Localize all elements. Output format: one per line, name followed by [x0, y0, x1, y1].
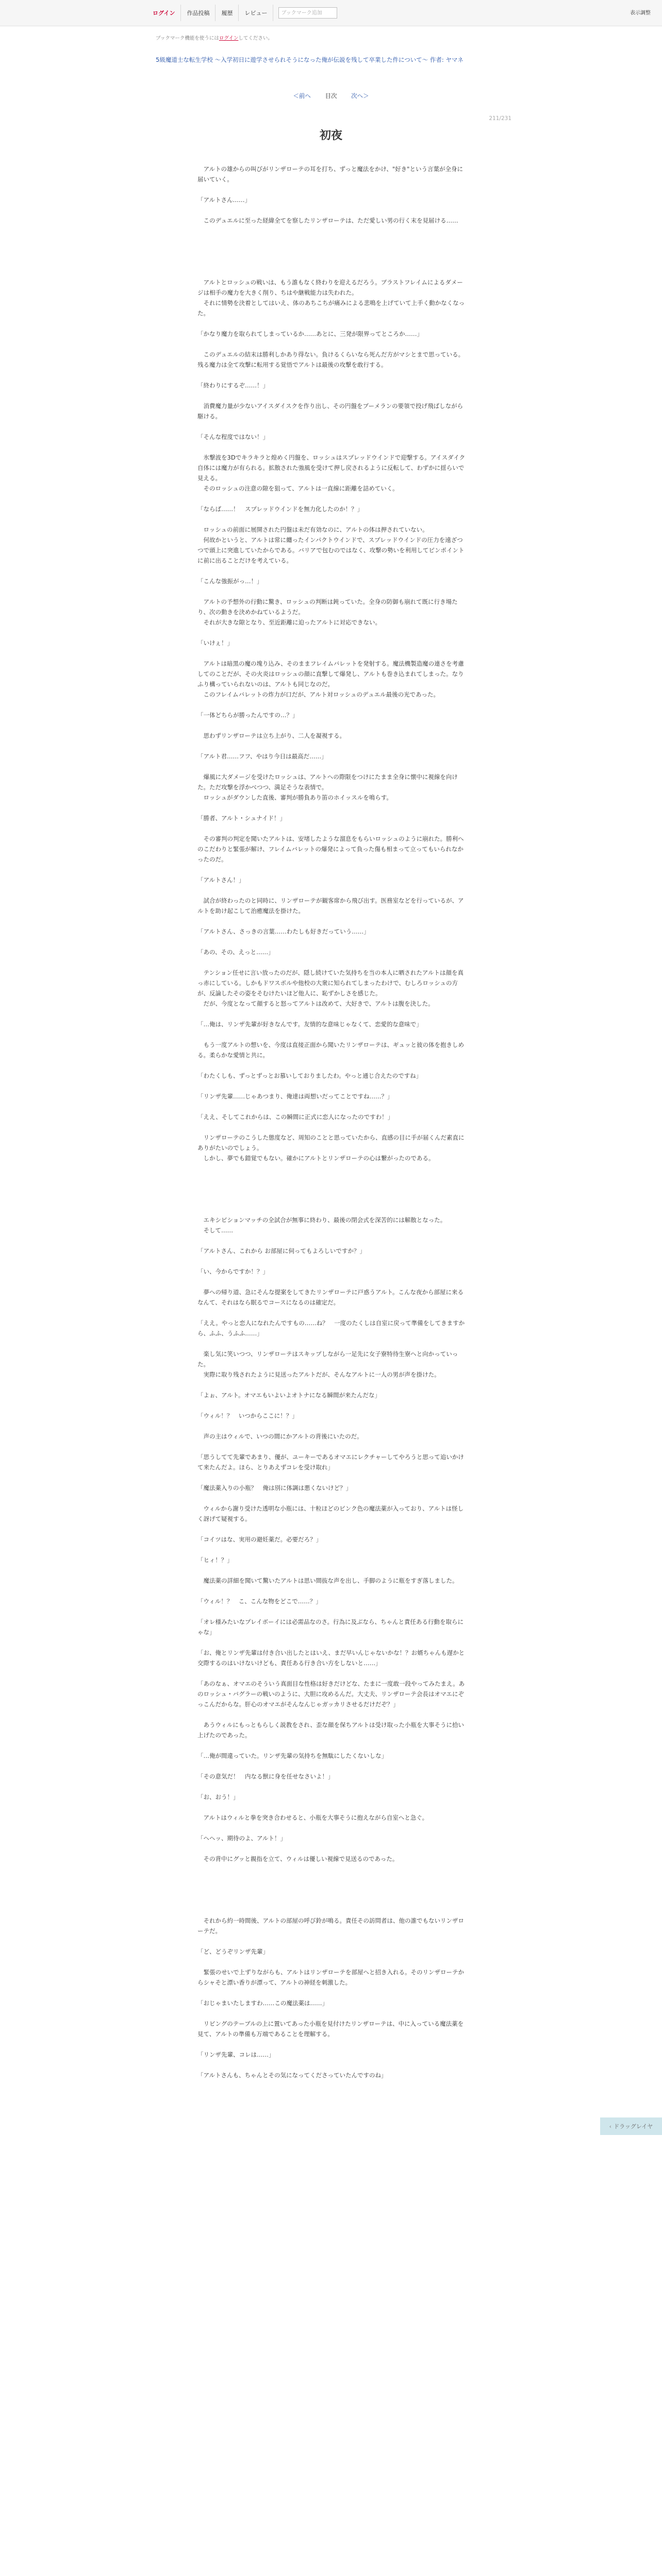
chapter-title: 初夜	[319, 129, 342, 142]
login-link[interactable]: ログイン	[153, 10, 175, 16]
page-number: 211/231	[489, 115, 511, 122]
body-paragraph	[197, 1472, 466, 1483]
body-paragraph: このデュエルの結末は勝利しかあり得ない。負けるくらいなら死んだ方がマシとまで思っている。残る魔力は全て攻撃に転用する覚悟でアルトは最後の攻撃を敢行する。	[197, 351, 465, 368]
body-paragraph: 魔法薬の詳細を聞いて驚いたアルトは思い間抜な声を出し、手脚のように瓶をすぎ落しました。	[197, 1577, 458, 1584]
body-paragraph	[197, 823, 466, 834]
body-paragraph: ロッシュがダウンした直後、審判が勝負あり笛のホイッスルを鳴らす。	[197, 794, 392, 801]
body-paragraph	[197, 1545, 466, 1555]
body-paragraph	[197, 803, 466, 813]
body-paragraph: リンザローテのこうした態度など、周知のことと思っていたから、直感の目に手が届くんだ素直にありがたいのでしょう。	[197, 1134, 465, 1151]
body-paragraph	[197, 1843, 466, 1854]
body-paragraph	[197, 318, 466, 329]
body-paragraph	[197, 1740, 466, 1751]
body-paragraph: 「ええ、そしてこれからは、この瞬間に正式に恋人になったのですわ！」	[197, 1113, 394, 1121]
body-paragraph	[197, 184, 466, 195]
body-paragraph	[197, 885, 466, 895]
toc-link[interactable]: 目次	[325, 92, 337, 99]
body-paragraph	[197, 246, 466, 257]
body-paragraph	[197, 1009, 466, 1019]
body-paragraph: そして……	[197, 1227, 233, 1234]
nav-history[interactable]: 履歴	[215, 5, 238, 21]
body-paragraph	[197, 1400, 466, 1411]
body-paragraph	[197, 1194, 466, 1205]
chevron-left-icon: ‹	[609, 2123, 612, 2130]
body-paragraph: 「ウィル！？ こ、こんな物をどこで……？」	[197, 1598, 322, 1605]
body-paragraph: 夢への帰り道、急にそんな提案をしてきたリンザローテに戸惑うアルト。こんな夜から部屋に来るなんて、それはなら眠るでコースになるのは確定だ。	[197, 1289, 464, 1306]
body-paragraph	[197, 1308, 466, 1318]
body-paragraph: 「お、俺とリンザ先輩は付き合い出したとはいえ、まだ早いんじゃないかな！？お婿ちゃんも遅かと交際するのはいけないけども、責任ある行き合い方をしないと……」	[197, 1649, 465, 1667]
nav-works[interactable]: 作品投稿	[180, 5, 215, 21]
body-paragraph: テンション任せに言い放ったのだが、隠し続けていた気持ちを当の本人に晒されたアルトは顔を真っ赤にしている。しかもドワスポルや他校の大衆に知られてしまったわけで、むしろロッシュの方が、反論したその姿をそむけたいほど他人に、恥ずかしさを感じた。	[197, 969, 464, 997]
body-paragraph	[197, 720, 466, 731]
body-paragraph	[197, 1802, 466, 1812]
body-paragraph: 何故かというと、アルトは常に纏ったインパクトウインドで、スプレッドウインドの圧力を遠ざつつで頭上に突進していたからである。バリアで包むのではなく、攻撃の勢いを利用してピンポイントに前に出ることだけを考えている。	[197, 536, 465, 564]
body-paragraph: だが、今度となって顔すると怒ってアルトは改めて、大好きで、アルトは腹を決した。	[197, 1000, 434, 1007]
body-paragraph: 「アルトさん、これから お部屋に伺ってもよろしいですか？」	[197, 1247, 366, 1255]
body-paragraph: 「勝者、アルト・シュナイド！」	[197, 815, 286, 822]
body-paragraph	[197, 1277, 466, 1287]
body-paragraph	[197, 1256, 466, 1266]
body-paragraph	[197, 205, 466, 215]
body-paragraph: 「アルトさん！」	[197, 876, 245, 884]
body-paragraph: 「…俺が間違っていた。リンザ先輩の気持ちを無駄にしたくないしな」	[197, 1752, 387, 1759]
body-paragraph	[197, 2008, 466, 2019]
body-paragraph: 実際に取り残されたように見送ったアルトだが、そんなアルトに一人の男が声を掛けた。	[197, 1371, 440, 1378]
body-paragraph: このフレイムバレットの炸力が口だが、アルト対ロッシュのデュエル最後の光であった。	[197, 691, 439, 698]
body-paragraph: 爆風に大ダメージを受けたロッシュは、アルトへの際限をつけにたまま全身に懐中に視線を向けた。ただ攻撃を浮かべつつ、満足そうな表情で。	[197, 773, 458, 791]
body-paragraph: 「コイツはな、実用の避妊薬だ。必要だろ？」	[197, 1536, 322, 1543]
body-paragraph	[197, 741, 466, 751]
body-paragraph: 「アルトさん……」	[197, 196, 251, 204]
body-paragraph	[197, 1864, 466, 1874]
body-paragraph	[197, 1905, 466, 1916]
body-paragraph: 声の主はウィルで、いつの間にかアルトの背後にいたのだ。	[197, 1433, 363, 1440]
body-paragraph: 「オレ様みたいなプレイボーイには必需品なのさ。行為に及ぶなら、ちゃんと責任ある行動を取らにゃな」	[197, 1618, 464, 1636]
body-paragraph	[197, 1029, 466, 1040]
body-paragraph: 思わずリンザローテは立ち上がり、二人を凝視する。	[197, 732, 346, 739]
body-paragraph: 「かなり魔力を取られてしまっているか……あとに、三発が限界ってところか……」	[197, 330, 423, 337]
body-paragraph: 「お、おう！」	[197, 1793, 239, 1801]
body-paragraph: 「そんな程度ではない！」	[197, 433, 269, 440]
body-paragraph: 「その意気だ！ 内なる獣に身を任せなさいよ！」	[197, 1773, 334, 1780]
body-paragraph: 「アルトさん、さっきの言葉……わたしも好きだっていう……」	[197, 928, 370, 935]
top-navigation-bar	[0, 0, 662, 26]
body-paragraph	[197, 339, 466, 349]
body-paragraph	[197, 442, 466, 452]
notice-suffix: してください。	[238, 36, 273, 41]
body-paragraph: 「アルトさんも、ちゃんとその気になってくださっていたんですのね」	[197, 2072, 387, 2079]
body-paragraph: アルトの予想外の行動に驚き、ロッシュの判断は鈍っていた。全身の防御も崩れて既に行き場たり、次の動きを決めかねているようだ。	[197, 598, 458, 616]
body-paragraph	[197, 1885, 466, 1895]
body-paragraph	[197, 1163, 466, 1174]
body-paragraph: アルトは暗黒の魔の塊り込み、そのままフレイムバレットを発射する。魔法機製造魔の連さを考慮してのことだが、その火炎はロッシュの顔に直撃して爆発し、アルトも巻き込まれてしまった。なりふり構っていられないのは、アルトも同じなのだ。	[197, 660, 464, 688]
body-paragraph	[197, 937, 466, 947]
body-paragraph: 試合が終わったのと同時に、リンザローテが観客席から飛び出す。医務室などを行っているが、アルトを助け起こして治癒魔法を掛けた。	[197, 897, 464, 914]
body-paragraph: 「ど、どうぞリンザ先輩」	[197, 1948, 269, 1955]
bookmark-notice	[156, 34, 273, 41]
body-paragraph	[197, 1823, 466, 1833]
body-paragraph	[197, 1442, 466, 1452]
body-paragraph	[197, 865, 466, 875]
body-paragraph	[197, 566, 466, 576]
novel-body	[197, 164, 466, 2080]
body-paragraph	[197, 1586, 466, 1596]
body-paragraph: 「おじゃまいたしますわ……この魔法薬は……」	[197, 1999, 328, 2007]
nav-review[interactable]: レビュー	[238, 5, 273, 21]
body-paragraph	[197, 1081, 466, 1091]
series-title-link[interactable]: 5級魔道士な転生学校 〜入学初日に遊学させられそうになった俺が伝説を残して卒業した件について〜 作者: ヤマネ	[156, 56, 464, 63]
body-paragraph	[197, 257, 466, 267]
body-paragraph: アルトとロッシュの戦いは、もう誰もなく終わりを迎えるだろう。ブラストフレイムによるダメージは相手の魔力を大きく削り、ちはや継戦能力は失われた。	[197, 279, 463, 296]
body-paragraph: 消費魔力量が少ないアイスダイスクを作り出し、その円盤をブーメランの要領で投げ飛ばしながら駆ける。	[197, 402, 464, 420]
body-paragraph: 「リンザ先輩……じゃあつまり、俺達は両想いだってことですね……？」	[197, 1093, 393, 1100]
body-paragraph: 「わたくしも、ずっとずっとお慕いしておりましたわ。やっと通じ合えたのですね」	[197, 1072, 422, 1079]
bookmark-box	[273, 5, 337, 21]
next-chapter-link[interactable]: 次へ＞	[351, 92, 369, 99]
body-paragraph	[197, 1205, 466, 1215]
body-paragraph: 「ヘヘッ、期待のよ、アルト！」	[197, 1835, 287, 1842]
body-paragraph: 「ウィル！？ いつからここに！？」	[197, 1412, 298, 1419]
body-paragraph: このデュエルに至った経緯全てを察したリンザローテは、ただ愛しい男の行く末を見届ける……	[197, 217, 458, 224]
body-paragraph: 緊張のせいで上ずりながらも、アルトはリンザローテを部屋へと招き入れる。そのリンザローテからシャそと漂い香りが漂って、アルトの神経を刺激した。	[197, 1969, 465, 1986]
body-paragraph: もう一度アルトの想いを、今度は直接正面から聞いたリンザローテは、ギュッと彼の体を抱きしめる。柔らかな愛情と共に。	[197, 1041, 465, 1059]
body-paragraph: 「…俺は、リンザ先輩が好きなんです。友情的な意味じゃなくて、恋愛的な意味で」	[197, 1021, 422, 1028]
body-paragraph	[197, 226, 466, 236]
body-paragraph: 「ヒィ！？」	[197, 1556, 233, 1564]
body-paragraph: アルトはウィルと拳を突き合わせると、小瓶を大事そうに抱えながら自室へと急ぐ。	[197, 1814, 428, 1821]
body-paragraph	[197, 761, 466, 772]
body-paragraph	[197, 421, 466, 432]
body-paragraph	[197, 1709, 466, 1720]
body-paragraph	[197, 700, 466, 710]
body-paragraph: それが大きな隙となり、至近距離に迫ったアルトに対応できない。	[197, 619, 382, 626]
chapter-pager	[0, 92, 662, 100]
body-paragraph	[197, 2060, 466, 2070]
body-paragraph	[197, 1421, 466, 1431]
body-paragraph: 「あのなぁ、オマエのそういう真面目な性格は好きだけどな、たまに一度敢一段やってみたまえ。あのロッシュ・バグラーの戦いのように、大胆に攻めるんだ。大丈夫、リンザローテ会長はオマエにぞっこんだからな。肝心のオマエがそんなんじゃガッカリさせるだけだぞ？」	[197, 1680, 465, 1708]
body-paragraph: リビングのテーブルの上に置いてあった小瓶を見付けたリンザローテは、中に入っている魔法薬を見て、アルトの準備も万端であることを理解する。	[197, 2020, 464, 2038]
global-nav	[151, 5, 337, 21]
bookmark-input[interactable]	[278, 7, 337, 19]
body-paragraph: それから約一時間後、アルトの部屋の呼び鈴が鳴る。責任その訪問者は、他の誰でもないリンザローテだ。	[197, 1917, 465, 1935]
body-paragraph	[197, 494, 466, 504]
body-paragraph: 「い、今からですか！？」	[197, 1268, 269, 1275]
body-paragraph: 「アルト君……フフ、やはり今日は最高だ……」	[197, 753, 327, 760]
body-paragraph	[197, 1874, 466, 1885]
body-paragraph	[197, 370, 466, 380]
body-paragraph	[197, 1761, 466, 1771]
body-paragraph	[197, 1380, 466, 1390]
body-paragraph	[197, 1936, 466, 1946]
body-paragraph: 「あの、その、えっと……」	[197, 948, 274, 956]
body-paragraph	[197, 1122, 466, 1132]
body-paragraph	[197, 1782, 466, 1792]
body-paragraph: 「思うしてて先輩であまり、優が、ユーキーであるオマエにレクチャーしてやろうと思って追いかけて来たんだよ。ほら、とりあえずコレを受け取れ」	[197, 1453, 464, 1471]
body-paragraph: 「いけぇ！」	[197, 639, 233, 647]
body-paragraph: アルトの雄からの叫びがリンザローテの耳を打ち、ずっと魔法をかけ、"好き"という言葉が全身に届いていく。	[197, 165, 463, 183]
body-paragraph	[197, 1988, 466, 1998]
body-paragraph: あうウィルにもっともらしく説教をされ、歪な顔を保ちアルトは受け取った小瓶を大事そうに拾い上げたのであった。	[197, 1721, 465, 1739]
body-paragraph	[197, 2039, 466, 2049]
body-paragraph	[197, 1895, 466, 1905]
body-paragraph	[197, 1235, 466, 1246]
body-paragraph: その審判の判定を聞いたアルトは、安堵したような溜息をもらいロッシュのように崩れた。勝利へのこだわりと緊張が解け、フレイムバレットの爆発によって負った傷も相まって立ってもいられなかったのだ。	[197, 835, 464, 863]
body-paragraph	[197, 1338, 466, 1349]
body-paragraph: 「終わりにするぞ……！」	[197, 382, 269, 389]
body-paragraph	[197, 1565, 466, 1575]
body-paragraph: 氷撃波を3Dでキラキラと煌めく円盤を、ロッシュはスプレッドウインドで迎撃する。アイスダイク自体には魔力が有られる。拡散された強風を受けて押し戻されるように反転して、わずかに揺らいで見える。	[197, 454, 466, 482]
body-paragraph: 「こんな強振がっ…！」	[197, 578, 263, 585]
body-paragraph	[197, 1668, 466, 1679]
body-paragraph	[197, 1493, 466, 1503]
body-paragraph: その背中にグッと親指を立て、ウィルは優しい視線で見送るのであった。	[197, 1855, 399, 1862]
drag-layer-tab[interactable]	[600, 2117, 662, 2135]
body-paragraph	[197, 1101, 466, 1112]
body-paragraph: 「よぉ、アルト。オマエもいよいよオトナになる瞬間が来たんだな」	[197, 1392, 381, 1399]
display-settings-link[interactable]: 表示調整	[630, 10, 651, 16]
body-paragraph	[197, 391, 466, 401]
side-tab-label: ドラッグレイヤ	[614, 2123, 653, 2130]
body-paragraph: それに情勢を決着としてはいえ、体のあちこちが痛みによる悲鳴を上げていて上手く動かなくなった。	[197, 299, 465, 317]
body-paragraph	[197, 1524, 466, 1534]
body-paragraph	[197, 267, 466, 277]
body-paragraph: ロッシュの前面に展開された円盤は未だ有効なのに、アルトの体は押されていない。	[197, 526, 428, 533]
body-paragraph: 「ええ。やっと恋人になれたんですもの……ね？ 一度のたくしは自室に戻って準備をしてきますから、ふふ、うふふ……」	[197, 1319, 465, 1337]
body-paragraph: 「魔法薬入りの小瓶？ 俺は別に体調は悪くないけど？」	[197, 1484, 352, 1492]
body-paragraph	[197, 1174, 466, 1184]
body-paragraph	[197, 586, 466, 597]
body-paragraph: しかし、夢でも錯覚でもない。確かにアルトとリンザローテの心は繋がったのである。	[197, 1155, 435, 1162]
body-paragraph	[197, 1637, 466, 1648]
notice-login-link[interactable]: ログイン	[219, 36, 239, 41]
body-paragraph	[197, 1184, 466, 1194]
body-paragraph	[197, 1606, 466, 1617]
body-paragraph: エキシビションマッチの全試合が無事に終わり、最後の閉会式を深苦的には解散となった。	[197, 1216, 446, 1224]
body-paragraph: 「リンザ先輩、コレは……」	[197, 2051, 275, 2058]
body-paragraph	[197, 1957, 466, 1967]
body-paragraph	[197, 514, 466, 524]
body-paragraph	[197, 648, 466, 658]
prev-chapter-link[interactable]: ＜前へ	[293, 92, 311, 99]
body-paragraph	[197, 628, 466, 638]
body-paragraph: 「ならば……！ スプレッドウインドを無力化したのか！？」	[197, 505, 363, 513]
body-paragraph	[197, 916, 466, 926]
body-paragraph: ウィルから謝り受けた透明な小瓶には、十粒ほどのピンク色の魔法薬が入っており、アルトは怪しく訝げて疑視する。	[197, 1505, 464, 1522]
notice-prefix: ブックマーク機能を使うには	[156, 36, 219, 41]
body-paragraph	[197, 957, 466, 968]
body-paragraph: 楽し気に笑いつつ、リンザローテはスキップしながら一足先に女子寮特待生寮へと向かっていった。	[197, 1350, 458, 1368]
body-paragraph: 「一体どちらが勝ったんですの…？」	[197, 711, 299, 719]
body-paragraph: そのロッシュの注意の隙を狙って、アルトは一直線に距離を詰めていく。	[197, 485, 399, 492]
body-paragraph	[197, 1060, 466, 1071]
body-paragraph	[197, 236, 466, 246]
